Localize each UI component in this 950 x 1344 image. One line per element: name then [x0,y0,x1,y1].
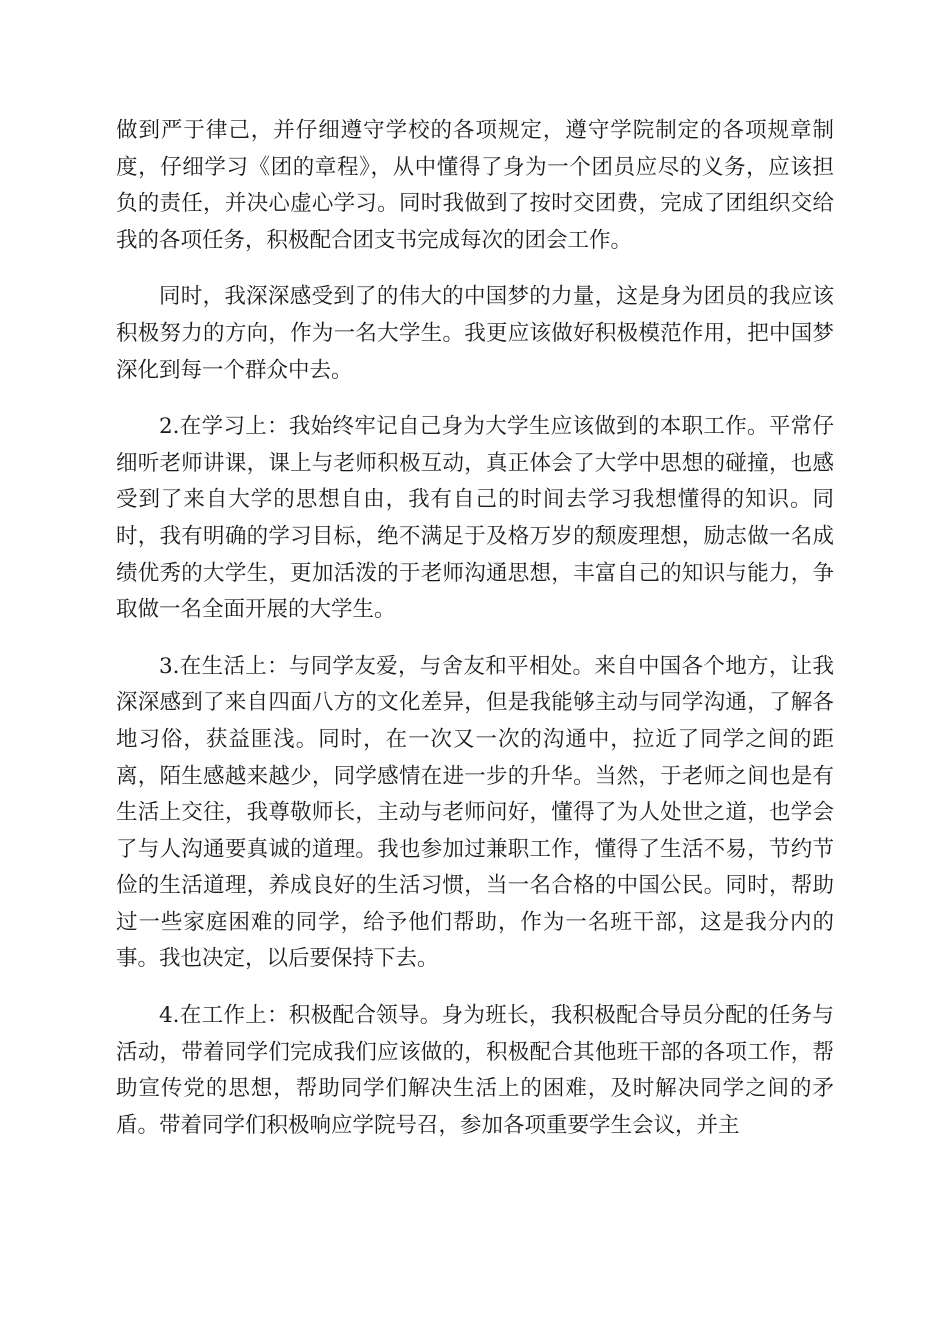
paragraph-continuation: 做到严于律己，并仔细遵守学校的各项规定，遵守学院制定的各项规章制度，仔细学习《团的章程》，从中懂得了身为一个团员应尽的义务，应该担负的责任，并决心虚心学习。同时我做到了按时交团费，完成了团组织交给我的各项任务，积极配合团支书完成每次的团会工作。 [116,118,834,253]
paragraph-life: 3.在生活上：与同学友爱，与舍友和平相处。来自中国各个地方，让我深深感到了来自四面八方的文化差异，但是我能够主动与同学沟通，了解各地习俗，获益匪浅。同时，在一次又一次的沟通中，拉近了同学之间的距离，陌生感越来越少，同学感情在进一步的升华。当然，于老师之间也是有生活上交往，我尊敬师长，主动与老师问好，懂得了为人处世之道，也学会了与人沟通要真诚的道理。我也参加过兼职工作，懂得了生活不易，节约节俭的生活道理，养成良好的生活习惯，当一名合格的中国公民。同时，帮助过一些家庭困难的同学，给予他们帮助，作为一名班干部，这是我分内的事。我也决定，以后要保持下去。 [116,653,834,972]
paragraph-study: 2.在学习上：我始终牢记自己身为大学生应该做到的本职工作。平常仔细听老师讲课，课上与老师积极互动，真正体会了大学中思想的碰撞，也感受到了来自大学的思想自由，我有自己的时间去学习我想懂得的知识。同时，我有明确的学习目标，绝不满足于及格万岁的颓废理想，励志做一名成绩优秀的大学生，更加活泼的于老师沟通思想，丰富自己的知识与能力，争取做一名全面开展的大学生。 [116,414,834,623]
paragraph-chinese-dream: 同时，我深深感受到了的伟大的中国梦的力量，这是身为团员的我应该积极努力的方向，作为一名大学生。我更应该做好积极模范作用，把中国梦深化到每一个群众中去。 [116,284,834,383]
paragraph-work: 4.在工作上：积极配合领导。身为班长，我积极配合导员分配的任务与活动，带着同学们完成我们应该做的，积极配合其他班干部的各项工作，帮助宣传党的思想，帮助同学们解决生活上的困难，及时解决同学之间的矛盾。带着同学们积极响应学院号召，参加各项重要学生会议，并主 [116,1003,834,1138]
